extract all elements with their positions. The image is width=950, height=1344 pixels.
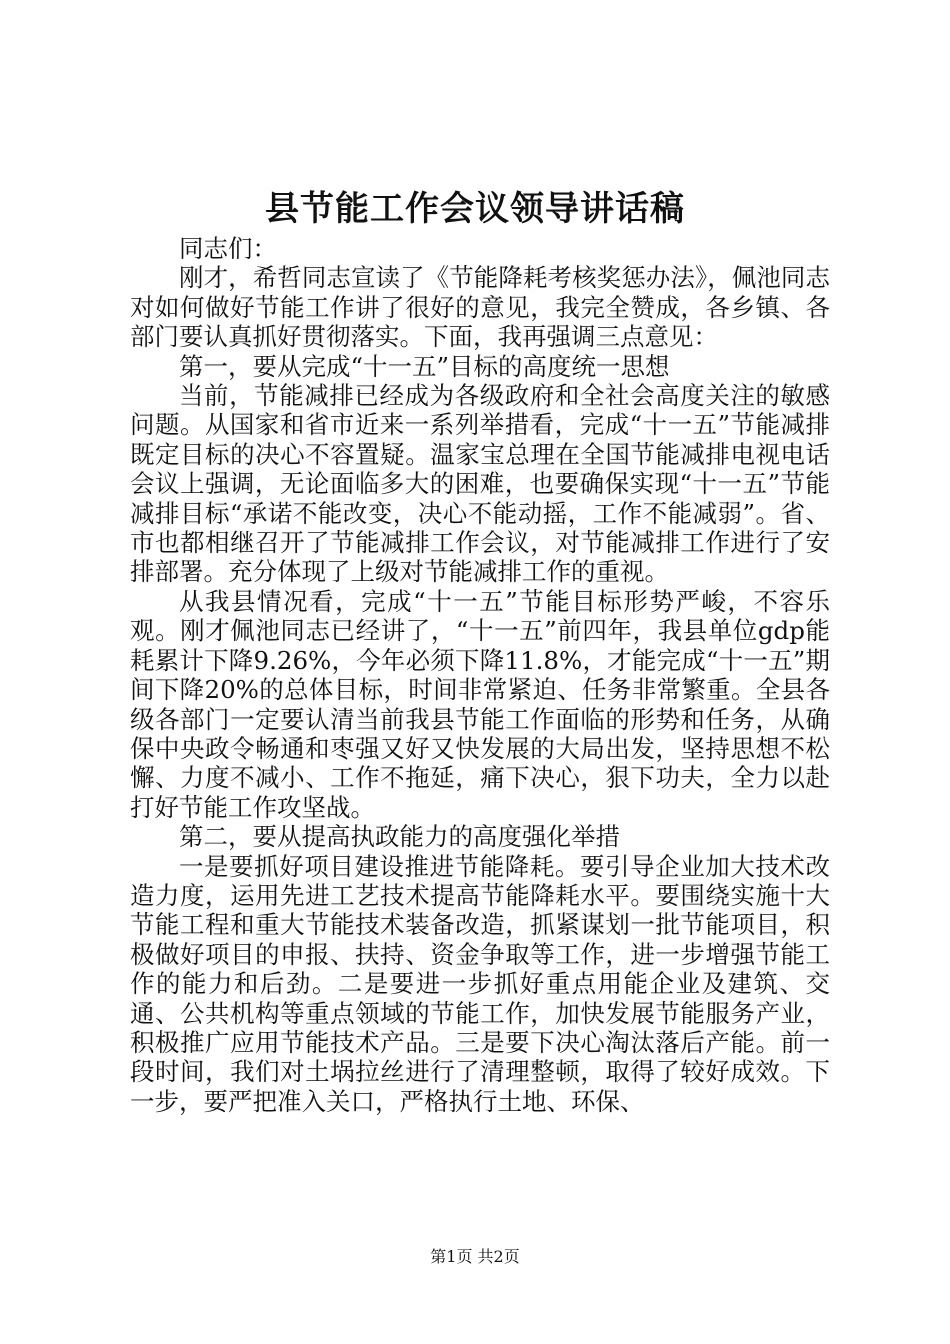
section-heading: 第二，要从提高执政能力的高度强化举措 — [179, 822, 620, 852]
salutation-paragraph: 同志们： — [179, 234, 277, 263]
body-paragraph: 当前，节能减排已经成为各级政府和全社会高度关注的敏感问题。从国家和省市近来一系列举措看，完成“十一五”节能减排既定目标的决心不容置疑。温家宝总理在全国节能减排电视电话会议上强调，无论面临多大的困难，也要确保实现“十一五”节能减排目标“承诺不能改变，决心不能动摇，工作不能减弱”。省、市也都相继召开了节能减排工作会议，对节能减排工作进行了安排部署。充分体现了上级对节能减排工作的重视。 — [130, 381, 830, 587]
page-number-footer: 第1页 共2页 — [430, 1247, 520, 1266]
body-paragraph: 一是要抓好项目建设推进节能降耗。要引导企业加大技术改造力度，运用先进工艺技术提高节能降耗水平。要围绕实施十大节能工程和重大节能技术装备改造，抓紧谋划一批节能项目，积极做好项目的申报、扶持、资金争取等工作，进一步增强节能工作的能力和后劲。二是要进一步抓好重点用能企业及建筑、交通、公共机构等重点领域的节能工作，加快发展节能服务产业，积极推广应用节能技术产品。三是要下决心淘汰落后产能。前一段时间，我们对土埚拉丝进行了清理整顿，取得了较好成效。下一步，要严把准入关口，严格执行土地、环保、 — [130, 851, 830, 1116]
document-title: 县节能工作会议领导讲话稿 — [265, 189, 685, 229]
document-body — [130, 234, 830, 1116]
body-paragraph: 刚才，希哲同志宣读了《节能降耗考核奖惩办法》，佩池同志对如何做好节能工作讲了很好的意见，我完全赞成，各乡镇、各部门要认真抓好贯彻落实。下面，我再强调三点意见： — [130, 263, 830, 352]
section-heading: 第一，要从完成“十一五”目标的高度统一思想 — [179, 351, 670, 381]
body-paragraph: 从我县情况看，完成“十一五”节能目标形势严峻，不容乐观。刚才佩池同志已经讲了，“十一五”前四年，我县单位gdp能耗累计下降9.26%，今年必须下降11.8%，才能完成“十一五”期间下降20%的总体目标，时间非常紧迫、任务非常繁重。全县各级各部门一定要认清当前我县节能工作面临的形势和任务，从确保中央政令畅通和枣强又好又快发展的大局出发，坚持思想不松懈、力度不减小、工作不拖延，痛下决心，狠下功夫，全力以赴打好节能工作攻坚战。 — [130, 586, 830, 822]
